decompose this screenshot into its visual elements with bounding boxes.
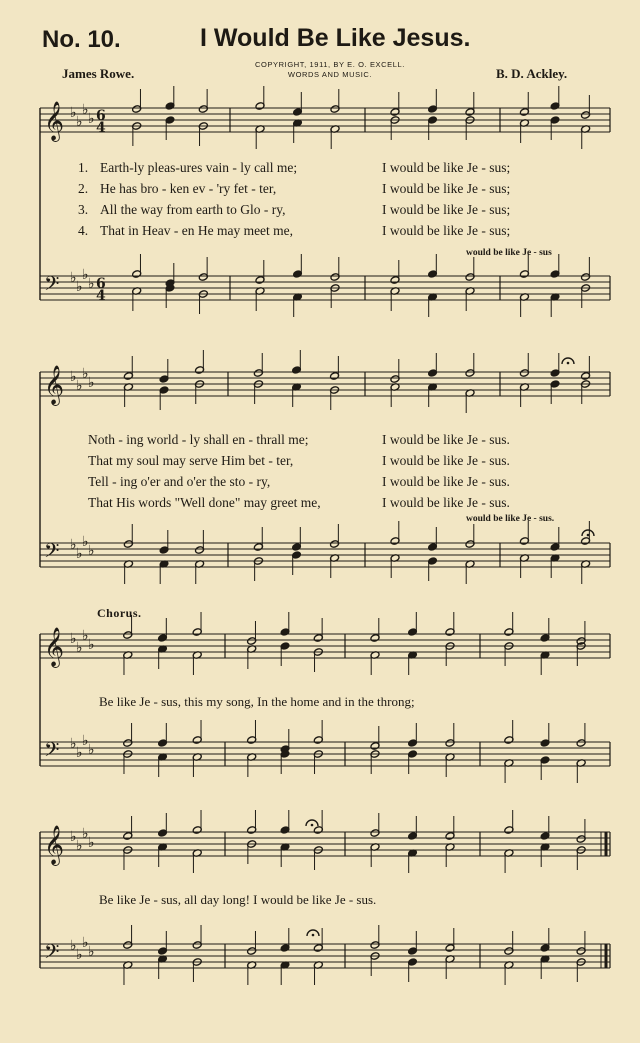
- lyric-line: [78, 181, 511, 197]
- echo-text-1: would be like Je - sus: [466, 248, 552, 258]
- flat-sign: ♭: [76, 378, 83, 394]
- treble-clef: 𝄞: [44, 101, 65, 141]
- bass-clef: 𝄢: [44, 940, 60, 968]
- lyric-second-half: I would be like Je - sus;: [382, 181, 511, 196]
- chorus-label: Chorus.: [97, 606, 142, 620]
- lyric-second-half: I would be like Je - sus.: [382, 432, 510, 447]
- flat-sign: ♭: [88, 543, 95, 559]
- echo-text-2: would be like Je - sus.: [466, 514, 555, 524]
- fermata-dot: [312, 934, 315, 937]
- lyric-line: [88, 453, 510, 469]
- lyric-first-half: Noth - ing world - ly shall en - thrall me;: [88, 432, 309, 447]
- verse-number: 1.: [78, 160, 89, 175]
- treble-clef: 𝄞: [44, 627, 65, 667]
- lyric-line: [78, 223, 511, 239]
- flat-sign: ♭: [76, 114, 83, 130]
- lyric-first-half: Tell - ing o'er and o'er the sto - ry,: [88, 474, 271, 489]
- lyric-line: [78, 202, 511, 218]
- flat-sign: ♭: [88, 944, 95, 960]
- composer-credit: B. D. Ackley.: [496, 66, 568, 81]
- lyric-line: [88, 474, 510, 490]
- flat-sign: ♭: [88, 111, 95, 127]
- flat-sign: ♭: [82, 733, 89, 749]
- bass-clef: 𝄢: [44, 738, 60, 766]
- flat-sign: ♭: [76, 838, 83, 854]
- flat-sign: ♭: [70, 938, 77, 954]
- lyric-second-half: I would be like Je - sus;: [382, 160, 511, 175]
- flat-sign: ♭: [82, 366, 89, 382]
- flat-sign: ♭: [88, 742, 95, 758]
- lyric-line: [78, 160, 511, 176]
- treble-clef: 𝄞: [44, 825, 65, 865]
- flat-sign: ♭: [82, 826, 89, 842]
- lyric-second-half: I would be like Je - sus.: [382, 495, 510, 510]
- flat-sign: ♭: [76, 640, 83, 656]
- flat-sign: ♭: [76, 745, 83, 761]
- copyright-line-2: WORDS AND MUSIC.: [287, 70, 373, 79]
- flat-sign: ♭: [70, 829, 77, 845]
- time-signature-bottom: 4: [96, 120, 106, 136]
- flat-sign: ♭: [70, 537, 77, 553]
- flat-sign: ♭: [70, 736, 77, 752]
- lyric-line: [88, 495, 510, 511]
- time-signature-bottom: 4: [96, 288, 106, 304]
- verse-number: 4.: [78, 223, 89, 238]
- flat-sign: ♭: [70, 369, 77, 385]
- flat-sign: ♭: [88, 637, 95, 653]
- bass-clef: 𝄢: [44, 272, 60, 300]
- chorus-lyric-2: Be like Je - sus, all day long! I would be like Je - sus.: [99, 892, 377, 907]
- flat-sign: ♭: [70, 270, 77, 286]
- lyric-first-half: That His words "Well done" may greet me,: [88, 495, 321, 510]
- chorus-lyric-1: Be like Je - sus, this my song, In the home and in the throng;: [99, 694, 415, 709]
- time-signature-top: 6: [96, 108, 106, 124]
- flat-sign: ♭: [82, 267, 89, 283]
- fermata-dot: [311, 824, 314, 827]
- flat-sign: ♭: [82, 102, 89, 118]
- lyric-first-half: He has bro - ken ev - 'ry fet - ter,: [100, 181, 277, 196]
- lyric-second-half: I would be like Je - sus.: [382, 474, 510, 489]
- flat-sign: ♭: [82, 935, 89, 951]
- bass-clef: 𝄢: [44, 539, 60, 567]
- hymn-title: I Would Be Like Jesus.: [200, 24, 471, 52]
- fermata-dot: [587, 534, 590, 537]
- verse-number: 3.: [78, 202, 89, 217]
- flat-sign: ♭: [70, 105, 77, 121]
- lyric-second-half: I would be like Je - sus;: [382, 223, 511, 238]
- flat-sign: ♭: [76, 947, 83, 963]
- lyric-first-half: Earth-ly pleas-ures vain - ly call me;: [100, 160, 298, 175]
- flat-sign: ♭: [88, 375, 95, 391]
- flat-sign: ♭: [82, 534, 89, 550]
- flat-sign: ♭: [88, 835, 95, 851]
- treble-clef: 𝄞: [44, 365, 65, 405]
- lyric-first-half: That in Heav - en He may meet me,: [100, 223, 294, 238]
- flat-sign: ♭: [76, 546, 83, 562]
- flat-sign: ♭: [70, 631, 77, 647]
- lyric-first-half: That my soul may serve Him bet - ter,: [88, 453, 294, 468]
- lyricist-credit: James Rowe.: [62, 66, 135, 81]
- lyric-first-half: All the way from earth to Glo - ry,: [100, 202, 286, 217]
- flat-sign: ♭: [82, 628, 89, 644]
- time-signature-top: 6: [96, 276, 106, 292]
- copyright-line-1: COPYRIGHT, 1911, BY E. O. EXCELL.: [255, 60, 405, 69]
- lyric-second-half: I would be like Je - sus;: [382, 202, 511, 217]
- lyric-line: [88, 432, 510, 448]
- hymn-number: No. 10.: [42, 26, 121, 53]
- lyric-second-half: I would be like Je - sus.: [382, 453, 510, 468]
- flat-sign: ♭: [76, 279, 83, 295]
- verse-number: 2.: [78, 181, 89, 196]
- flat-sign: ♭: [88, 276, 95, 292]
- fermata-dot: [567, 362, 570, 365]
